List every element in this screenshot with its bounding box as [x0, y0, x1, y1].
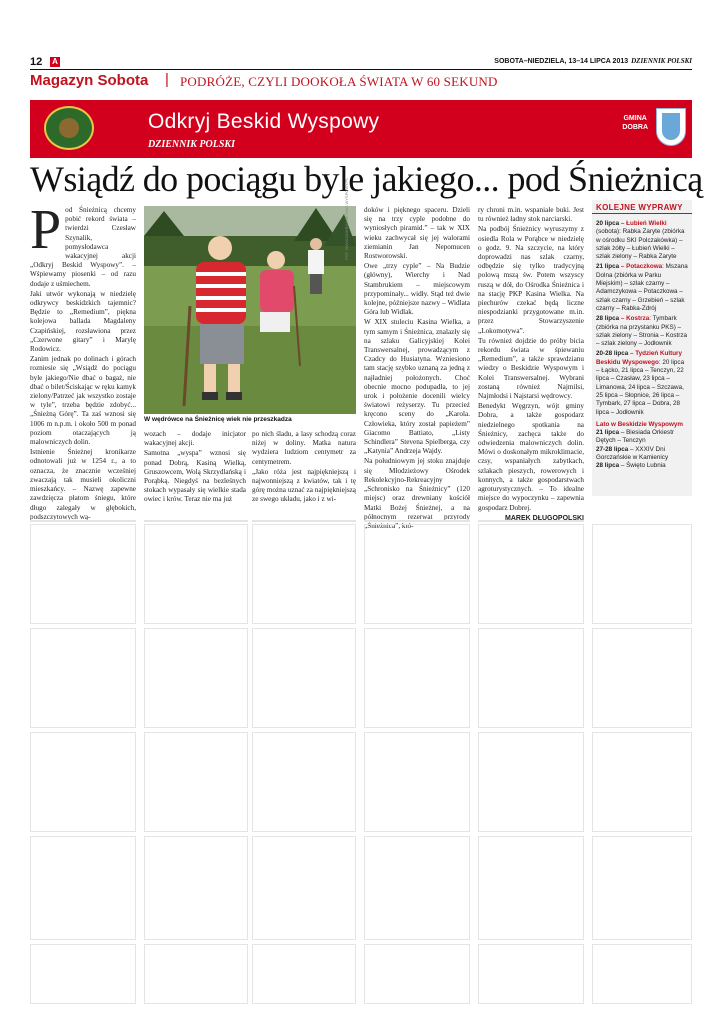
banner-publication: DZIENNIK POLSKI — [148, 139, 235, 150]
empty-grid-cell — [592, 944, 692, 1004]
empty-grid-cell — [252, 524, 356, 624]
beskid-logo-icon — [44, 106, 94, 150]
empty-grid-cell — [30, 732, 136, 832]
item-text: : 20 lipca – Łącko, 21 lipca – Tenczyn, 22 lipca – Czasław, 23 lipca – Limanowa, 24 lipca – Szczawa, 25 lipca – Słopnice, 26 lipca – Tymbark, 27 lipca – Dobra, 28 lipca – Jodłownik — [596, 358, 685, 416]
issue-date: SOBOTA–NIEDZIELA, 13–14 LIPCA 2013 — [494, 58, 629, 65]
item-place: – Tydzień Kultury Beskidu Wyspowego — [596, 350, 682, 366]
paragraph: doków i pięknego spaceru. Dzieli się na trzy cyple podobne do wyniosłych piramid.” – tak w XIX wieku zachwycał się jej walorami ziemianin Jan Nepomucen Rostworowski. — [364, 206, 470, 261]
paragraph: Owe „trzy cyple” – Na Budzie (główny), Wierchy i Nad Stambrukiem – miejscowym przypominały... widły. Stąd też dwie kolejne, późniejsze nazwy – Widlata Góra lub Widlak. — [364, 262, 470, 317]
empty-grid-cell — [144, 520, 248, 522]
item-place: – Łubień Wielki — [619, 220, 667, 227]
item-text: (sobota): Rabka Zaryte (zbiórka w ośrodku SKI Polczakówka) – szlak żółty – Łubień Wielki – szlak zielony – Rabka Zaryte — [596, 228, 685, 261]
item-date: 28 lipca — [596, 315, 620, 323]
item-place: – Kostrza — [619, 315, 650, 323]
page-number: 12 — [30, 56, 43, 68]
paragraph: W XIX stuleciu Kasina Wielka, a tym samym i Śnieżnica, znalazły się na szlaku Galicyjskiej Kolei Transwersalnej, prowadzącym z Czadcy do Husiatyna. Wzniesiono tam stację szybko uznaną za jedną z najładniej położonych. Choć obecnie mocno podupadła, to jej urok i położenie docenili wielcy światowi reżyserzy. Tu przecież kręcono sceny do „Karola. Człowieka, który został papieżem” Giacomo Battiato, „Listy Schindlera” Stevena Spielberga, czy „Katynia” Andrzeja Wajdy. — [364, 318, 470, 456]
header-publication: DZIENNIK POLSKI — [631, 57, 692, 65]
sidebar-item — [596, 263, 689, 313]
empty-grid-cell — [144, 944, 248, 1004]
empty-grid-cell — [478, 628, 584, 728]
empty-grid-cell — [592, 524, 692, 624]
empty-grid-cell — [364, 524, 470, 624]
promo-banner — [30, 100, 692, 158]
paragraph: ry chroni m.in. wspaniałe buki. Jest tu również ładny stok narciarski. — [478, 206, 584, 224]
sidebar-item — [596, 429, 689, 446]
page-header — [30, 56, 692, 70]
paragraph: Tu również dojdzie do próby bicia rekordu świata w śpiewaniu „Remedium”, a także sprawdzianu wiedzy o Beskidzie Wyspowym i Kolei Transwersalnej. Wybrani zostaną również Najmilsi, Najmłodsi i Najstarsi wędrowcy. — [478, 336, 584, 401]
empty-grid-cell — [592, 836, 692, 940]
section-subtitle: PODRÓŻE, CZYLI DOOKOŁA ŚWIATA W 60 SEKUND — [180, 74, 498, 89]
item-text: : Mszana Dolna (zbiórka w Parku Miejskim) – szlak czarny – Adamczykowa – Potaczkowa – szlak czarny – Grzebień – szlak czarny – Rabka-Zdrój — [596, 263, 688, 312]
empty-grid-cell — [364, 628, 470, 728]
paragraph: Benedykt Węgrzyn, wójt gminy Dobra, a także gospodarz niedzielnego spotkania na Śnieżnicy, zachęca także do odwiedzenia malowniczych dolin. Mówi o doskonałym mikroklimacie, czsy, wspaniałych zabytkach, szlakach pieszych, rowerowych i konnych, a także gospodarstwach agroturystycznych. – To idealne miejsce do wypoczynku – zapewnia gospodarz Dobrej. — [478, 402, 584, 512]
paragraph: po nich śladu, a lasy schodzą coraz niżej w doliny. Matka natura wydziera ludziom centymetr za centymetrem. — [252, 430, 356, 466]
paragraph: Samotna „wyspa” wznosi się ponad Dobrą, Kasiną Wielką, Gruszowcem, Wolą Skrzydlańską i Porąbką. Niegdyś na bezleśnych stokach wypasały się wielkie stada owiec i krów. Teraz nie ma już — [144, 449, 246, 504]
article-column-1 — [30, 199, 136, 523]
sidebar-item — [596, 315, 689, 348]
paragraph: Jaki utwór wykonają w niedzielę odkrywcy beskidzkich tajemnic? Będzie to „Remedium”, piękna kolejowa ballada Magdaleny Czapińskiej, rozsławiona przez „Czerwone gitary” i Marylę Rodowicz. — [30, 289, 136, 354]
item-date: 21 lipca — [596, 263, 620, 271]
empty-grid-cell — [144, 732, 248, 832]
empty-grid-cell — [478, 520, 584, 522]
section-name: Magazyn Sobota — [30, 72, 149, 89]
sidebar-list — [592, 218, 692, 473]
hikers-photo-illustration — [144, 206, 356, 414]
article-photo — [144, 206, 356, 414]
paragraph: Zanim jednak po dolinach i górach rozniesie się „Wsiądź do pociągu byle jakiego/Nie dbać o bagaż, nie dbać o bilet/Ściskając w ręku kamyk zielony/Patrzeć jak wszystko zostaje w tyle”, trzeba będzie zdobyć... „Śnieżną Górę”. Ta zaś wznosi się 1006 m n.p.m. i około 500 m ponad poziom otaczających ją malowniczych dolin. — [30, 355, 136, 447]
section-separator: | — [165, 71, 169, 88]
sidebar-title: KOLEJNE WYPRAWY — [592, 203, 692, 214]
empty-grid-cell — [144, 628, 248, 728]
paragraph: od Śnieżnicą chcemy pobić rekord świata – twierdzi Czesław Szynalik, pomysłodawca wakacyjnej akcji „Odkryj Beskid Wyspowy”. – Wśpiewamy piosenki – od razu dodaje z uśmiechem. — [30, 206, 136, 288]
empty-grid-cell — [30, 628, 136, 728]
sidebar-item — [596, 421, 689, 429]
sidebar-item — [596, 220, 689, 261]
article-column-3 — [252, 430, 356, 506]
sidebar-item — [596, 350, 689, 416]
sidebar-item — [596, 446, 689, 463]
photo-credit: FOT. WWW.ODKRYJ-BESKID-WYSPOWY.PL — [344, 177, 349, 260]
dropcap: P — [30, 199, 62, 261]
empty-grid-cell — [592, 628, 692, 728]
empty-grid-cell — [364, 520, 470, 522]
empty-grid-cell — [144, 524, 248, 624]
item-date: 27-28 lipca — [596, 445, 629, 453]
item-place: – Potaczkowa — [619, 263, 663, 271]
empty-grid-cell — [252, 628, 356, 728]
item-text: – XXXIV Dni Gorczańskie w Kamienicy — [596, 445, 669, 462]
article-column-4 — [364, 206, 470, 532]
empty-grid-cell — [478, 524, 584, 624]
empty-grid-cell — [478, 944, 584, 1004]
empty-grid-cell — [252, 944, 356, 1004]
dateline — [494, 57, 692, 65]
empty-grid-cell — [144, 836, 248, 940]
item-place: Lato w Beskidzie Wyspowym — [596, 420, 684, 428]
photo-caption: W wędrówce na Śnieżnicę wiek nie przeszkadza — [144, 416, 292, 423]
empty-grid-cell — [478, 732, 584, 832]
empty-grid-cell — [478, 836, 584, 940]
item-text: – Biesiada Orkiestr Dętych – Tenczyn — [596, 429, 675, 445]
empty-grid-cell — [30, 524, 136, 624]
page-badge: A — [50, 57, 60, 67]
sidebar-item — [596, 462, 689, 470]
gmina-line2: DOBRA — [622, 124, 648, 131]
empty-grid-cell — [30, 836, 136, 940]
empty-grid-cell — [364, 944, 470, 1004]
empty-grid-cell — [252, 836, 356, 940]
article-author: MAREK DŁUGOPOLSKI — [505, 514, 584, 522]
empty-grid-cell — [364, 836, 470, 940]
article-column-2 — [144, 430, 246, 506]
item-date: 28 lipca — [596, 462, 620, 470]
gmina-label — [622, 114, 648, 132]
item-date: 20-28 lipca — [596, 350, 629, 358]
gmina-line1: GMINA — [623, 115, 647, 122]
empty-grid-cell — [364, 732, 470, 832]
empty-grid-cell — [252, 520, 356, 522]
article-headline: Wsiądź do pociągu byle jakiego... pod Śnieżnicą — [30, 159, 703, 199]
paragraph: Na południowym jej stoku znajduje się Młodzieżowy Ośrodek Rekolekcyjno-Rekreacyjny „Schronisko na Śnieżnicy” (120 miejsc) oraz drewniany kościół Matki Bożej Śnieżnej, a na północnym rezerwat przyrody „Śnieżnica”, któ- — [364, 457, 470, 530]
item-date: 21 lipca — [596, 429, 620, 437]
item-text: – Święto Lubnia — [619, 462, 666, 470]
dobra-crest-icon — [656, 108, 686, 146]
paragraph: „Jako róża jest najpiękniejszą i najwonniejszą z kwiatów, tak i tę górę można uznać za najpiękniejszą ze swego układu, jako i z wi- — [252, 467, 356, 504]
section-title-row — [30, 72, 692, 94]
empty-grid-cell — [30, 520, 136, 522]
item-text: : Tymbark (zbiórka na przystanku PKS) – szlak zielony – Stronia – Kostrza – szlak zielony – Jodłownik — [596, 315, 687, 348]
paragraph: Na podbój Śnieżnicy wyruszymy z osiedla Rola w Porąbce w niedzielę o godz. 9. Na szczycie, na który doprowadzi nas szlak czarny, odbędzie się tylko tradycyjną polową mszą św. Potem wszyscy ruszą w dół, do Ośrodka Śnieżnica i na stację PKP Kasina Wielka. Na piechurów czekać będą liczne niespodzianki przygotowane m.in. przez Stowarzyszenie „Lokomotywa”. — [478, 225, 584, 335]
article-column-5 — [478, 206, 584, 522]
paragraph: Istnienie Śnieżnej kronikarze odnotowali już w 1254 r., a to oznacza, że znacznie wcześniej zwaczają tak musieli okoliczni mieszkańcy. – Nazwę zapewne zawdzięcza płatom śniegu, które długo zalegały w głębokich, podszczytowych wą- — [30, 448, 136, 521]
empty-grid-cell — [252, 732, 356, 832]
banner-title: Odkryj Beskid Wyspowy — [148, 110, 380, 133]
empty-grid-cell — [592, 732, 692, 832]
item-date: 20 lipca — [596, 220, 620, 227]
empty-grid-cell — [30, 944, 136, 1004]
paragraph: wozach – dodaje inicjator wakacyjnej akcji. — [144, 430, 246, 448]
